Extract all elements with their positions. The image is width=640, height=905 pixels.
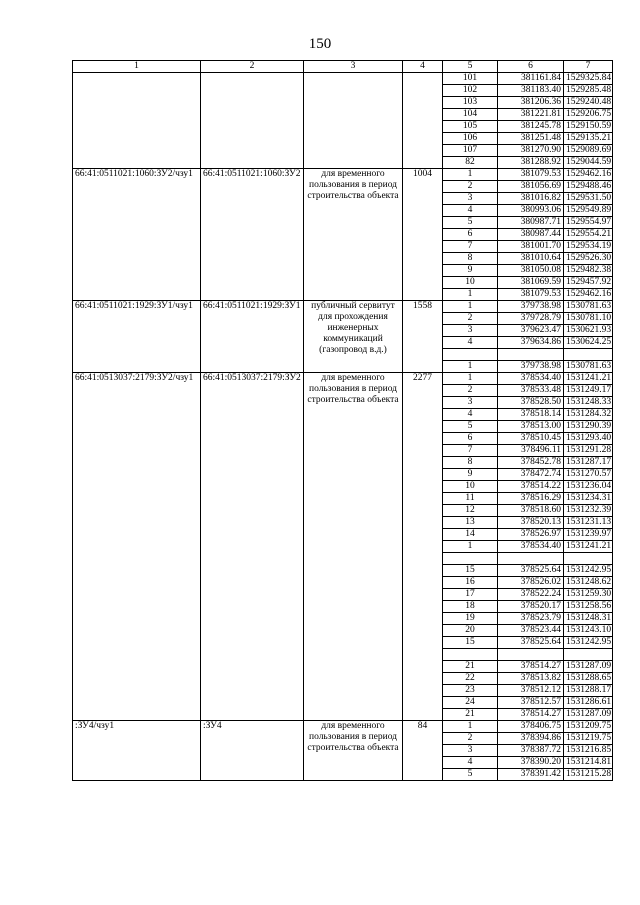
- x-coordinate-cell: 378518.14: [498, 409, 564, 421]
- column-header: 2: [201, 61, 304, 73]
- point-number-cell: 1: [443, 301, 498, 313]
- area-cell: [403, 73, 443, 169]
- x-coordinate-cell: 378516.29: [498, 493, 564, 505]
- point-number-cell: 22: [443, 673, 498, 685]
- point-number-cell: 4: [443, 205, 498, 217]
- area-cell: 1558: [403, 301, 443, 373]
- point-number-cell: 18: [443, 601, 498, 613]
- point-number-cell: 15: [443, 637, 498, 649]
- y-coordinate-cell: 1529554.21: [564, 229, 613, 241]
- y-coordinate-cell: 1529044.59: [564, 157, 613, 169]
- point-number-cell: 17: [443, 589, 498, 601]
- y-coordinate-cell: 1529325.84: [564, 73, 613, 85]
- x-coordinate-cell: 378528.50: [498, 397, 564, 409]
- y-coordinate-cell: 1529135.21: [564, 133, 613, 145]
- y-coordinate-cell: [564, 649, 613, 661]
- x-coordinate-cell: 381245.78: [498, 121, 564, 133]
- point-number-cell: 20: [443, 625, 498, 637]
- y-coordinate-cell: 1529150.59: [564, 121, 613, 133]
- purpose-cell: [304, 73, 403, 169]
- x-coordinate-cell: 378472.74: [498, 469, 564, 481]
- y-coordinate-cell: 1531219.75: [564, 733, 613, 745]
- point-number-cell: 107: [443, 145, 498, 157]
- point-number-cell: 105: [443, 121, 498, 133]
- y-coordinate-cell: 1531241.21: [564, 373, 613, 385]
- x-coordinate-cell: 378518.60: [498, 505, 564, 517]
- x-coordinate-cell: 381079.53: [498, 289, 564, 301]
- point-number-cell: 23: [443, 685, 498, 697]
- x-coordinate-cell: 378452.78: [498, 457, 564, 469]
- source-parcel-cell: :ЗУ4: [201, 721, 304, 781]
- point-number-cell: 11: [443, 493, 498, 505]
- point-number-cell: 5: [443, 421, 498, 433]
- x-coordinate-cell: 379738.98: [498, 361, 564, 373]
- source-parcel-cell: 66:41:0511021:1060:ЗУ2: [201, 169, 304, 301]
- x-coordinate-cell: [498, 349, 564, 361]
- y-coordinate-cell: 1531239.97: [564, 529, 613, 541]
- point-number-cell: 24: [443, 697, 498, 709]
- x-coordinate-cell: 381079.53: [498, 169, 564, 181]
- y-coordinate-cell: 1529534.19: [564, 241, 613, 253]
- x-coordinate-cell: 381069.59: [498, 277, 564, 289]
- x-coordinate-cell: 378394.86: [498, 733, 564, 745]
- point-number-cell: 6: [443, 229, 498, 241]
- column-header: 4: [403, 61, 443, 73]
- y-coordinate-cell: [564, 553, 613, 565]
- point-number-cell: 1: [443, 721, 498, 733]
- x-coordinate-cell: 378510.45: [498, 433, 564, 445]
- parcel-id-cell: [73, 73, 201, 169]
- point-number-cell: [443, 349, 498, 361]
- y-coordinate-cell: 1531288.17: [564, 685, 613, 697]
- point-number-cell: 6: [443, 433, 498, 445]
- x-coordinate-cell: 381001.70: [498, 241, 564, 253]
- y-coordinate-cell: 1531290.39: [564, 421, 613, 433]
- x-coordinate-cell: 378387.72: [498, 745, 564, 757]
- x-coordinate-cell: [498, 649, 564, 661]
- x-coordinate-cell: 378526.02: [498, 577, 564, 589]
- x-coordinate-cell: 378513.00: [498, 421, 564, 433]
- x-coordinate-cell: 381221.81: [498, 109, 564, 121]
- y-coordinate-cell: 1530621.93: [564, 325, 613, 337]
- point-number-cell: 14: [443, 529, 498, 541]
- y-coordinate-cell: 1529549.89: [564, 205, 613, 217]
- point-number-cell: 4: [443, 337, 498, 349]
- y-coordinate-cell: 1530781.63: [564, 361, 613, 373]
- table-row: [73, 373, 613, 385]
- y-coordinate-cell: 1531259.30: [564, 589, 613, 601]
- purpose-cell: для временного пользования в период строительства объекта: [304, 169, 403, 301]
- point-number-cell: 101: [443, 73, 498, 85]
- x-coordinate-cell: 381251.48: [498, 133, 564, 145]
- y-coordinate-cell: 1531243.10: [564, 625, 613, 637]
- column-header: 1: [73, 61, 201, 73]
- y-coordinate-cell: 1531216.85: [564, 745, 613, 757]
- point-number-cell: 7: [443, 445, 498, 457]
- area-cell: 84: [403, 721, 443, 781]
- area-cell: 2277: [403, 373, 443, 721]
- x-coordinate-cell: 378534.40: [498, 373, 564, 385]
- x-coordinate-cell: 381050.08: [498, 265, 564, 277]
- point-number-cell: 5: [443, 769, 498, 781]
- y-coordinate-cell: 1529462.16: [564, 289, 613, 301]
- y-coordinate-cell: 1531209.75: [564, 721, 613, 733]
- y-coordinate-cell: 1531287.09: [564, 661, 613, 673]
- point-number-cell: 3: [443, 397, 498, 409]
- x-coordinate-cell: 378514.27: [498, 709, 564, 721]
- y-coordinate-cell: 1531286.61: [564, 697, 613, 709]
- y-coordinate-cell: 1531287.17: [564, 457, 613, 469]
- parcel-id-cell: :ЗУ4/чзу1: [73, 721, 201, 781]
- x-coordinate-cell: [498, 553, 564, 565]
- area-cell: 1004: [403, 169, 443, 301]
- y-coordinate-cell: 1531258.56: [564, 601, 613, 613]
- x-coordinate-cell: 378514.22: [498, 481, 564, 493]
- column-header: 7: [564, 61, 613, 73]
- y-coordinate-cell: 1531236.04: [564, 481, 613, 493]
- x-coordinate-cell: 378523.79: [498, 613, 564, 625]
- x-coordinate-cell: 381010.64: [498, 253, 564, 265]
- parcel-id-cell: 66:41:0511021:1060:ЗУ2/чзу1: [73, 169, 201, 301]
- y-coordinate-cell: 1530781.10: [564, 313, 613, 325]
- y-coordinate-cell: 1531248.62: [564, 577, 613, 589]
- x-coordinate-cell: 380993.06: [498, 205, 564, 217]
- y-coordinate-cell: 1529206.75: [564, 109, 613, 121]
- y-coordinate-cell: 1531249.17: [564, 385, 613, 397]
- y-coordinate-cell: 1529285.48: [564, 85, 613, 97]
- point-number-cell: 3: [443, 193, 498, 205]
- y-coordinate-cell: 1531284.32: [564, 409, 613, 421]
- y-coordinate-cell: 1531288.65: [564, 673, 613, 685]
- y-coordinate-cell: 1531231.13: [564, 517, 613, 529]
- x-coordinate-cell: 378496.11: [498, 445, 564, 457]
- x-coordinate-cell: 381288.92: [498, 157, 564, 169]
- table-row: [73, 721, 613, 733]
- y-coordinate-cell: 1531287.09: [564, 709, 613, 721]
- coordinates-table: [72, 60, 613, 781]
- x-coordinate-cell: 378514.27: [498, 661, 564, 673]
- x-coordinate-cell: 381183.40: [498, 85, 564, 97]
- source-parcel-cell: [201, 73, 304, 169]
- point-number-cell: 1: [443, 541, 498, 553]
- column-header: 6: [498, 61, 564, 73]
- point-number-cell: 4: [443, 409, 498, 421]
- y-coordinate-cell: 1531232.39: [564, 505, 613, 517]
- point-number-cell: 82: [443, 157, 498, 169]
- x-coordinate-cell: 378533.48: [498, 385, 564, 397]
- point-number-cell: 7: [443, 241, 498, 253]
- y-coordinate-cell: 1531291.28: [564, 445, 613, 457]
- point-number-cell: 10: [443, 277, 498, 289]
- x-coordinate-cell: 379738.98: [498, 301, 564, 313]
- y-coordinate-cell: 1531242.95: [564, 637, 613, 649]
- page-number: 150: [308, 36, 332, 52]
- y-coordinate-cell: 1531241.21: [564, 541, 613, 553]
- point-number-cell: 104: [443, 109, 498, 121]
- x-coordinate-cell: 378520.13: [498, 517, 564, 529]
- parcel-id-cell: 66:41:0511021:1929:ЗУ1/чзу1: [73, 301, 201, 373]
- x-coordinate-cell: 378391.42: [498, 769, 564, 781]
- x-coordinate-cell: 380987.71: [498, 217, 564, 229]
- y-coordinate-cell: 1529531.50: [564, 193, 613, 205]
- point-number-cell: 19: [443, 613, 498, 625]
- source-parcel-cell: 66:41:0511021:1929:ЗУ1: [201, 301, 304, 373]
- y-coordinate-cell: 1529482.38: [564, 265, 613, 277]
- y-coordinate-cell: 1529462.16: [564, 169, 613, 181]
- point-number-cell: 1: [443, 361, 498, 373]
- x-coordinate-cell: 381056.69: [498, 181, 564, 193]
- table-row: [73, 73, 613, 85]
- y-coordinate-cell: 1530624.25: [564, 337, 613, 349]
- x-coordinate-cell: 378406.75: [498, 721, 564, 733]
- point-number-cell: 2: [443, 313, 498, 325]
- point-number-cell: [443, 649, 498, 661]
- point-number-cell: 21: [443, 661, 498, 673]
- x-coordinate-cell: 378512.57: [498, 697, 564, 709]
- y-coordinate-cell: [564, 349, 613, 361]
- point-number-cell: 103: [443, 97, 498, 109]
- point-number-cell: 10: [443, 481, 498, 493]
- point-number-cell: 9: [443, 469, 498, 481]
- x-coordinate-cell: 378390.20: [498, 757, 564, 769]
- point-number-cell: 1: [443, 169, 498, 181]
- point-number-cell: 3: [443, 745, 498, 757]
- table-row: [73, 169, 613, 181]
- x-coordinate-cell: 381270.90: [498, 145, 564, 157]
- x-coordinate-cell: 378520.17: [498, 601, 564, 613]
- x-coordinate-cell: 378522.24: [498, 589, 564, 601]
- y-coordinate-cell: 1531270.57: [564, 469, 613, 481]
- point-number-cell: 8: [443, 253, 498, 265]
- point-number-cell: 5: [443, 217, 498, 229]
- x-coordinate-cell: 379728.79: [498, 313, 564, 325]
- x-coordinate-cell: 381161.84: [498, 73, 564, 85]
- y-coordinate-cell: 1531215.28: [564, 769, 613, 781]
- x-coordinate-cell: 381016.82: [498, 193, 564, 205]
- y-coordinate-cell: 1529457.92: [564, 277, 613, 289]
- y-coordinate-cell: 1529089.69: [564, 145, 613, 157]
- y-coordinate-cell: 1531242.95: [564, 565, 613, 577]
- purpose-cell: для временного пользования в период строительства объекта: [304, 373, 403, 721]
- source-parcel-cell: 66:41:0513037:2179:ЗУ2: [201, 373, 304, 721]
- point-number-cell: 21: [443, 709, 498, 721]
- y-coordinate-cell: 1530781.63: [564, 301, 613, 313]
- column-header: 5: [443, 61, 498, 73]
- y-coordinate-cell: 1531234.31: [564, 493, 613, 505]
- point-number-cell: 13: [443, 517, 498, 529]
- point-number-cell: 2: [443, 181, 498, 193]
- point-number-cell: 15: [443, 565, 498, 577]
- point-number-cell: 2: [443, 385, 498, 397]
- y-coordinate-cell: 1531248.33: [564, 397, 613, 409]
- y-coordinate-cell: 1531248.31: [564, 613, 613, 625]
- table-row: [73, 301, 613, 313]
- x-coordinate-cell: 381206.36: [498, 97, 564, 109]
- point-number-cell: 1: [443, 373, 498, 385]
- point-number-cell: 12: [443, 505, 498, 517]
- header-row: [73, 61, 613, 73]
- x-coordinate-cell: 380987.44: [498, 229, 564, 241]
- purpose-cell: публичный сервитут для прохождения инженерных коммуникаций (газопровод в.д.): [304, 301, 403, 373]
- y-coordinate-cell: 1529554.97: [564, 217, 613, 229]
- x-coordinate-cell: 378523.44: [498, 625, 564, 637]
- point-number-cell: 2: [443, 733, 498, 745]
- x-coordinate-cell: 378525.64: [498, 637, 564, 649]
- x-coordinate-cell: 378525.64: [498, 565, 564, 577]
- x-coordinate-cell: 378534.40: [498, 541, 564, 553]
- y-coordinate-cell: 1529526.30: [564, 253, 613, 265]
- x-coordinate-cell: 378512.12: [498, 685, 564, 697]
- y-coordinate-cell: 1529240.48: [564, 97, 613, 109]
- point-number-cell: [443, 553, 498, 565]
- column-header: 3: [304, 61, 403, 73]
- purpose-cell: для временного пользования в период строительства объекта: [304, 721, 403, 781]
- point-number-cell: 3: [443, 325, 498, 337]
- point-number-cell: 9: [443, 265, 498, 277]
- point-number-cell: 16: [443, 577, 498, 589]
- x-coordinate-cell: 379623.47: [498, 325, 564, 337]
- y-coordinate-cell: 1531214.81: [564, 757, 613, 769]
- point-number-cell: 102: [443, 85, 498, 97]
- point-number-cell: 1: [443, 289, 498, 301]
- parcel-id-cell: 66:41:0513037:2179:ЗУ2/чзу1: [73, 373, 201, 721]
- x-coordinate-cell: 379634.86: [498, 337, 564, 349]
- point-number-cell: 4: [443, 757, 498, 769]
- y-coordinate-cell: 1529488.46: [564, 181, 613, 193]
- x-coordinate-cell: 378526.97: [498, 529, 564, 541]
- point-number-cell: 8: [443, 457, 498, 469]
- y-coordinate-cell: 1531293.40: [564, 433, 613, 445]
- point-number-cell: 106: [443, 133, 498, 145]
- x-coordinate-cell: 378513.82: [498, 673, 564, 685]
